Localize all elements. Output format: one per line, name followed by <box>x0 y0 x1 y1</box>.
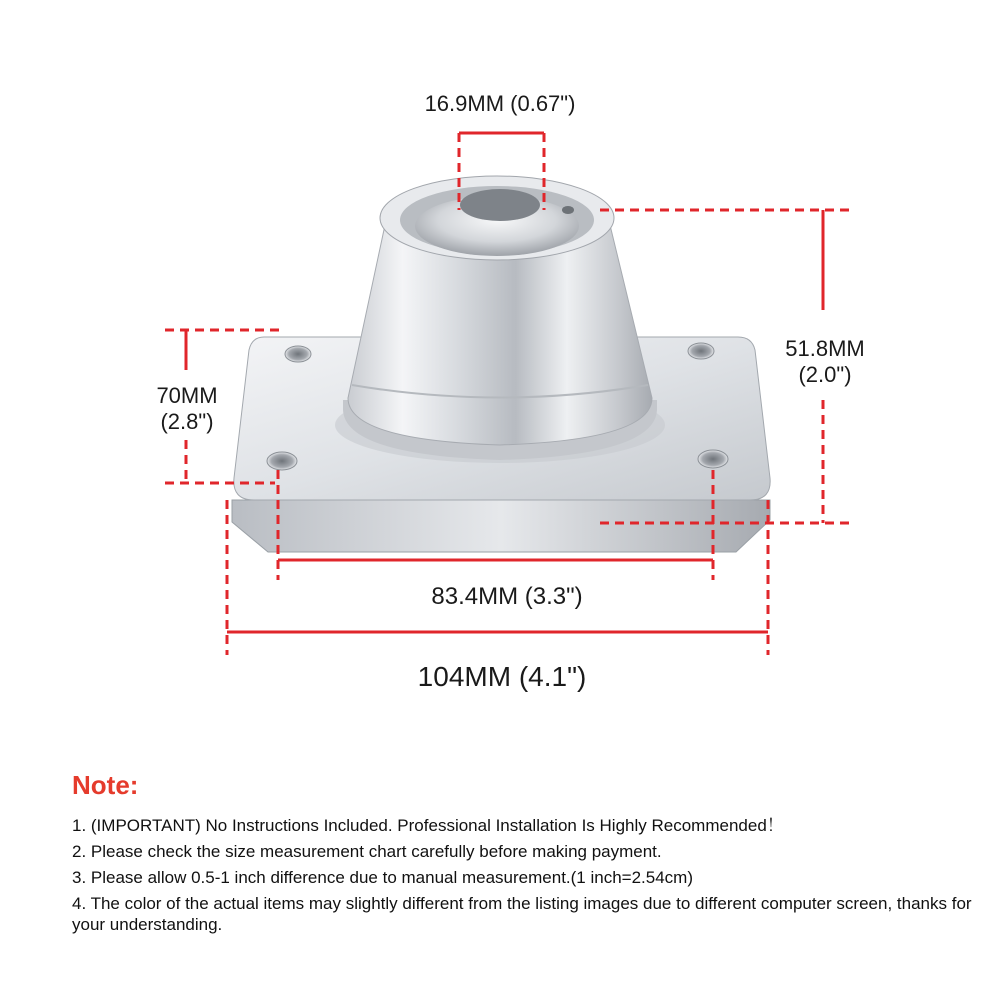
plate-depth-dim-label-mm: 70MM <box>156 383 218 408</box>
note-item-4: 4. The color of the actual items may slightly different from the listing images due to different computer screen, thanks for your understanding. <box>72 894 972 934</box>
cone-body <box>343 176 657 460</box>
mounting-hole-bottom-right <box>698 450 728 468</box>
mounting-hole-top-right <box>688 343 714 359</box>
height-dim-label-in: (2.0") <box>798 362 852 387</box>
notes-title: Note: <box>72 770 139 800</box>
note-item-3: 3. Please allow 0.5-1 inch difference due to manual measurement.(1 inch=2.54cm) <box>72 868 694 887</box>
notes-section <box>72 770 972 940</box>
note-item-2: 2. Please check the size measurement chart carefully before making payment. <box>72 842 662 861</box>
plate-width-dim-label: 104MM (4.1") <box>417 661 587 692</box>
hole-spacing-dim-label: 83.4MM (3.3") <box>431 583 583 610</box>
mounting-hole-top-left <box>285 346 311 362</box>
note-item-1: 1. (IMPORTANT) No Instructions Included. Professional Installation Is Highly Recommended！ <box>72 816 784 835</box>
plate-depth-dim-label-in: (2.8") <box>160 409 214 434</box>
height-dim-label-mm: 51.8MM <box>785 336 865 361</box>
bore-dim-label: 16.9MM (0.67") <box>424 91 576 116</box>
mounting-hole-bottom-left <box>267 452 297 470</box>
